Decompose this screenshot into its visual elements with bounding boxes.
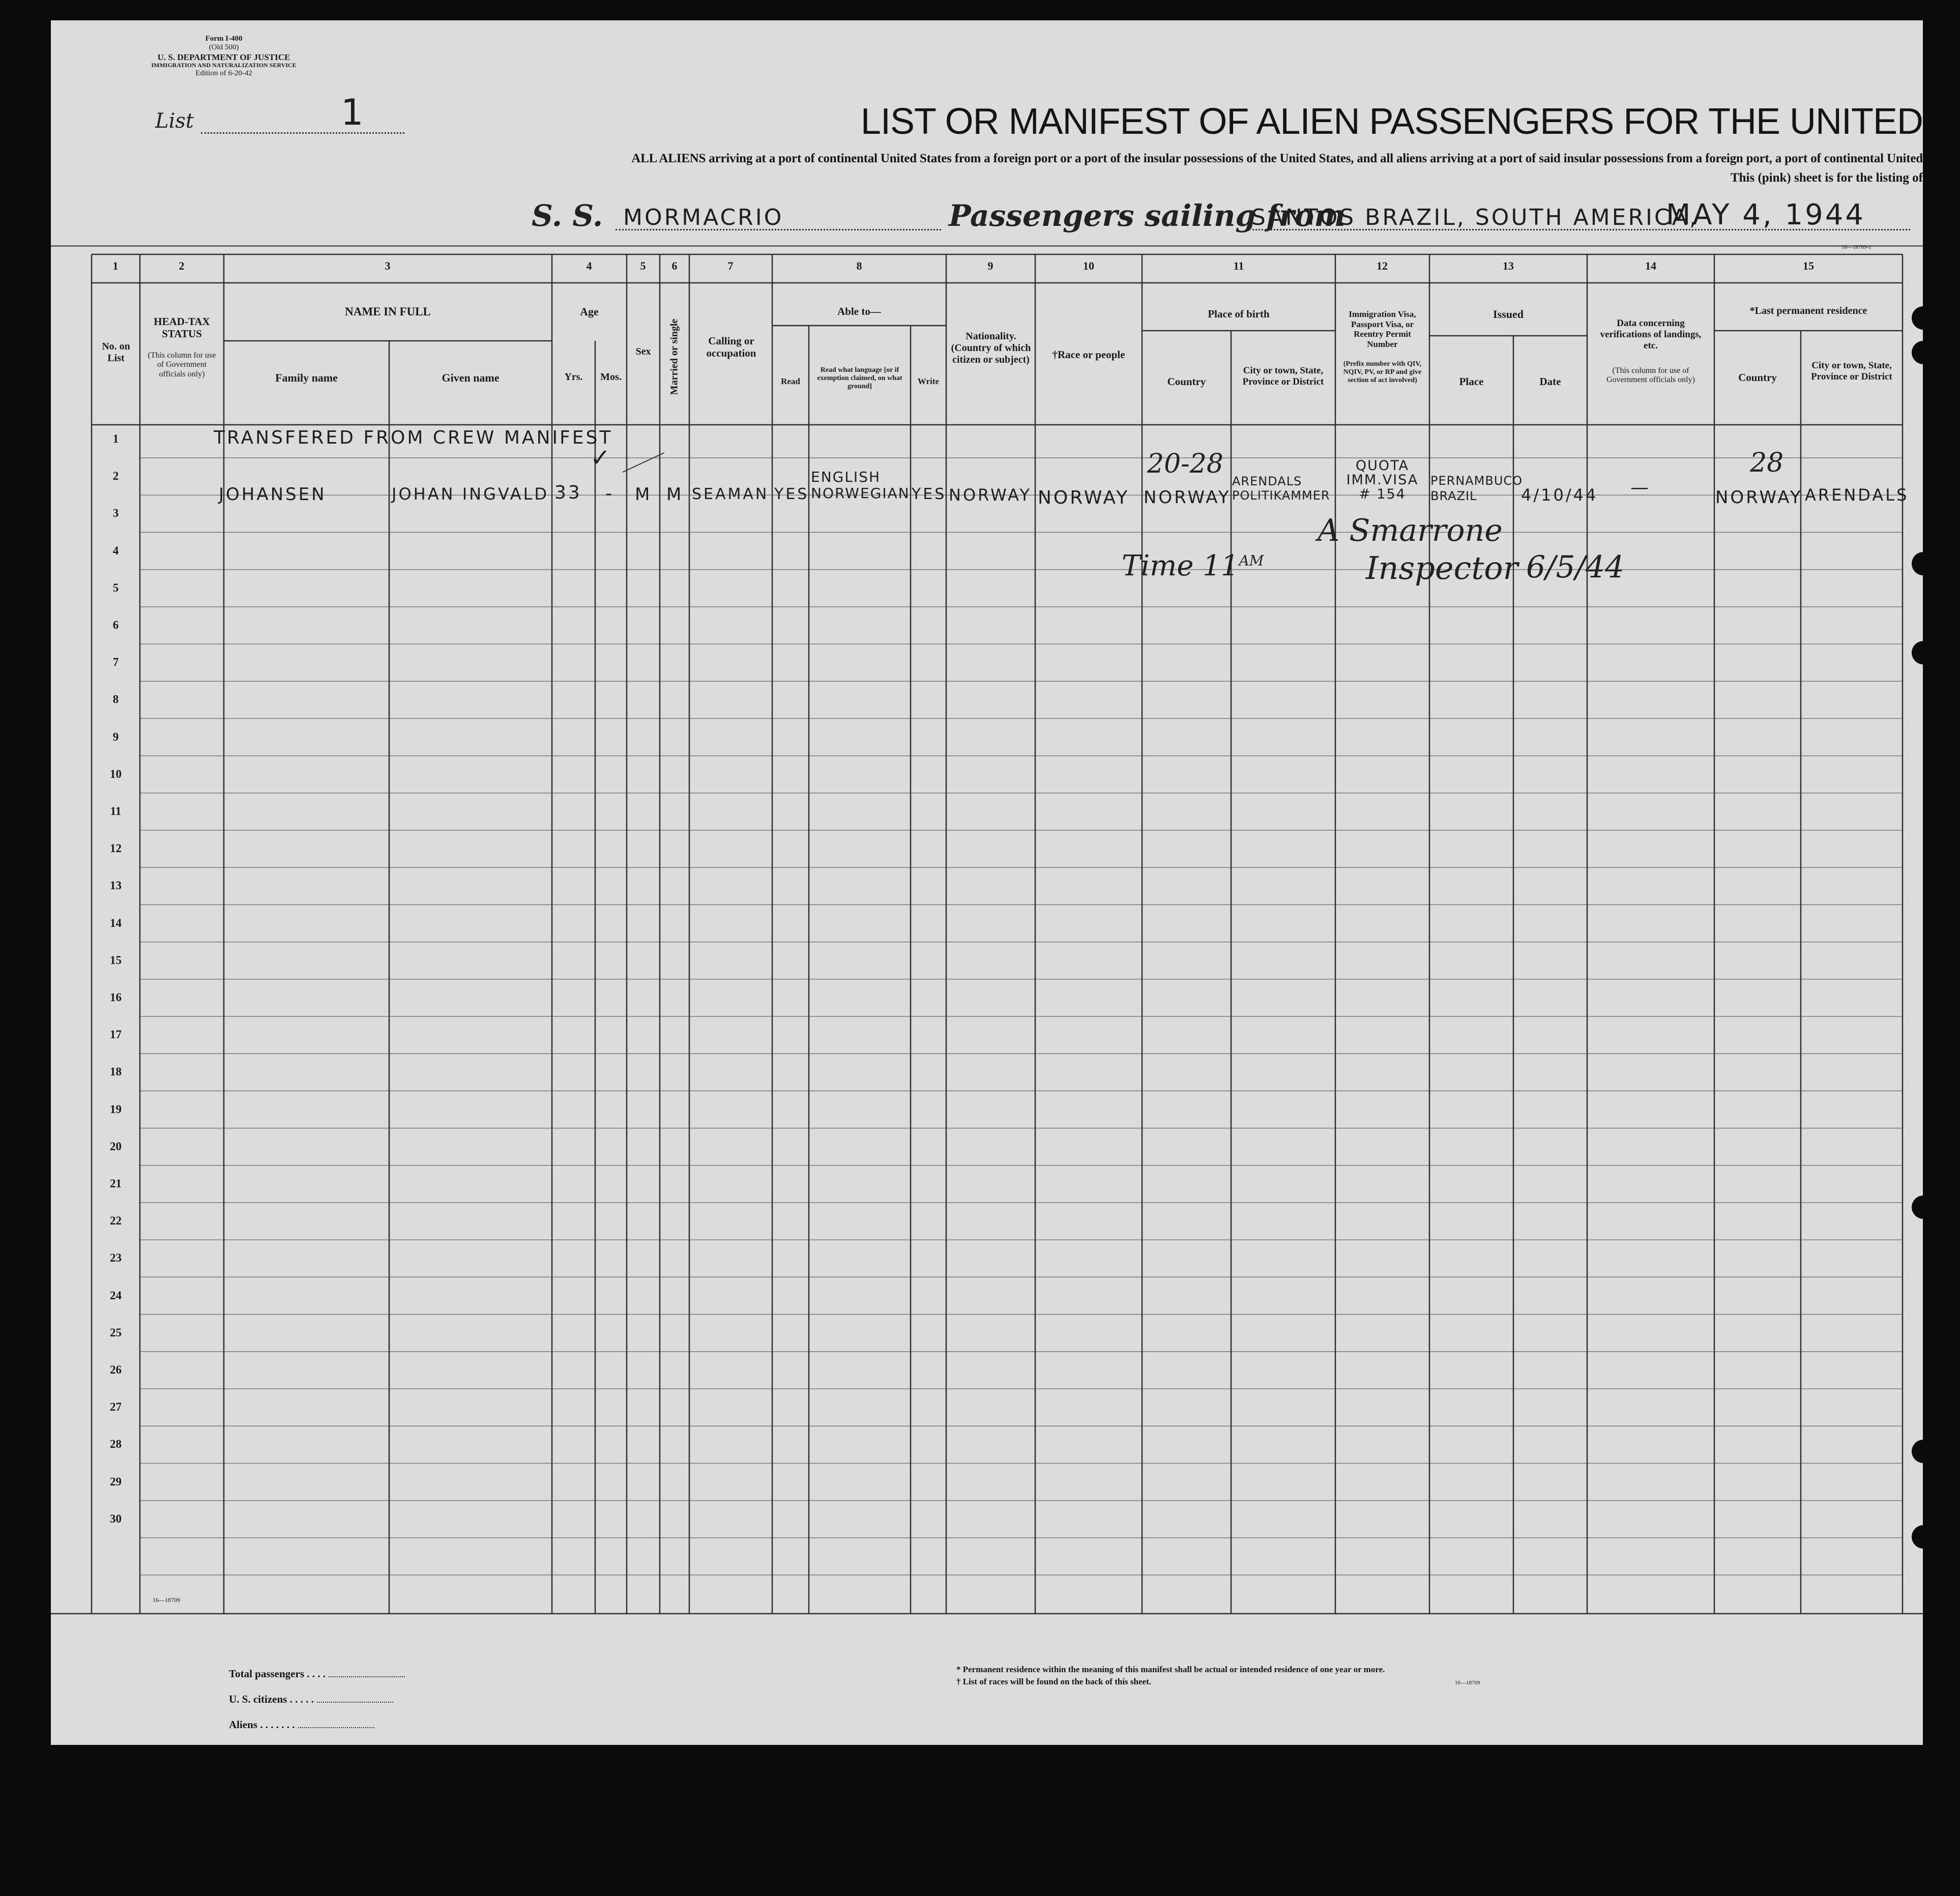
entry-read: YES bbox=[774, 485, 809, 503]
entry-issued-date: 4/10/44 bbox=[1521, 485, 1598, 505]
column-number: 6 bbox=[671, 259, 678, 272]
manifest-sheet bbox=[51, 20, 1923, 1745]
header-data-note: (This column for use of Government officials only) bbox=[1606, 366, 1695, 385]
header-write: Write bbox=[917, 376, 940, 386]
row-number: 14 bbox=[110, 916, 122, 929]
entry-nationality: NORWAY bbox=[949, 485, 1032, 505]
header-married: Married or single bbox=[668, 318, 680, 395]
intro-line: ALL ALIENS arriving at a port of continental United States from a foreign port or a port of the insular possessions of the United States, and all aliens arriving at a port of said insular possessions from a foreign port, a port of continental United bbox=[631, 152, 1923, 165]
header-name-in-full: NAME IN FULL bbox=[345, 305, 431, 318]
bottom-code: 16—18709 bbox=[153, 1596, 180, 1603]
column-number: 14 bbox=[1645, 259, 1656, 272]
entry-birth-city: ARENDALS POLITIKAMMER bbox=[1232, 474, 1330, 503]
punch-hole bbox=[1912, 552, 1935, 575]
punch-hole bbox=[1912, 1195, 1935, 1219]
row-number: 4 bbox=[112, 544, 119, 557]
header-issued-place: Place bbox=[1459, 375, 1484, 388]
entry-occupation: SEAMAN bbox=[692, 485, 769, 503]
header-birth-country: Country bbox=[1167, 375, 1206, 388]
row-number: 10 bbox=[110, 767, 122, 780]
header-race: †Race or people bbox=[1052, 348, 1125, 361]
header-residence-city: City or town, State, Province or District bbox=[1811, 360, 1892, 382]
inspection-date: 6/5/44 bbox=[1526, 549, 1625, 585]
row-number: 13 bbox=[110, 879, 122, 892]
ship-prefix: S. S. bbox=[532, 198, 603, 233]
header-age: Age bbox=[580, 305, 599, 318]
row-number: 22 bbox=[110, 1214, 122, 1228]
row-number: 18 bbox=[110, 1065, 122, 1078]
entry-residence-country: NORWAY bbox=[1715, 487, 1803, 508]
header-read-language: Read what language [or if exemption claimed, on what ground] bbox=[817, 366, 902, 391]
entry-language: ENGLISH NORWEGIAN bbox=[811, 469, 910, 502]
column-number: 2 bbox=[179, 259, 185, 272]
column-number: 15 bbox=[1803, 259, 1814, 272]
header-birth-city: City or town, State, Province or District bbox=[1242, 365, 1324, 387]
totals-block bbox=[229, 1661, 534, 1737]
header-given-name: Given name bbox=[442, 371, 500, 384]
entry-married: M bbox=[666, 484, 684, 505]
header-head-tax: HEAD-TAX STATUS bbox=[154, 315, 210, 340]
header-calling: Calling or occupation bbox=[706, 335, 756, 360]
header-no-on-list: No. on List bbox=[102, 341, 130, 364]
row-number: 27 bbox=[110, 1401, 122, 1414]
totals-aliens-row bbox=[229, 1712, 534, 1737]
row-number: 5 bbox=[112, 581, 119, 594]
entry-age-mos: - bbox=[605, 483, 614, 504]
punch-hole bbox=[1912, 341, 1935, 364]
manifest-table bbox=[51, 20, 1923, 1745]
row-number: 9 bbox=[112, 730, 119, 743]
inspector-signature: A Smarrone bbox=[1318, 513, 1503, 548]
footnote-code: 16—18709 bbox=[1455, 1680, 1480, 1686]
header-last-residence: *Last permanent residence bbox=[1749, 305, 1867, 316]
totals-aliens-label: Aliens . . . . . . . bbox=[229, 1718, 295, 1731]
entry-issued-place: PERNAMBUCO BRAZIL bbox=[1430, 474, 1523, 503]
row-number: 20 bbox=[110, 1140, 122, 1153]
column-number: 4 bbox=[586, 259, 592, 272]
row-number: 24 bbox=[110, 1289, 122, 1302]
row-number: 1 bbox=[112, 432, 119, 445]
column-number: 10 bbox=[1083, 259, 1094, 272]
entry-residence-city: ARENDALS bbox=[1805, 485, 1909, 505]
row-number: 23 bbox=[110, 1251, 122, 1265]
header-nationality: Nationality. (Country of which citizen or subject) bbox=[951, 331, 1031, 365]
row-number: 2 bbox=[112, 470, 119, 483]
header-residence-country: Country bbox=[1738, 371, 1777, 384]
header-place-of-birth: Place of birth bbox=[1208, 308, 1270, 320]
row-number: 8 bbox=[112, 693, 119, 706]
entry-visa: QUOTA IMM.VISA # 154 bbox=[1346, 458, 1419, 502]
column-number: 1 bbox=[112, 259, 119, 272]
punch-hole bbox=[1912, 641, 1935, 664]
row-number: 15 bbox=[110, 953, 122, 967]
time-am: AM bbox=[1239, 552, 1264, 569]
header-data-concerning: Data concerning verifications of landings, etc. bbox=[1600, 318, 1702, 351]
ship-name: MORMACRIO bbox=[623, 205, 784, 230]
entry-race: NORWAY bbox=[1038, 487, 1130, 508]
row-number: 21 bbox=[110, 1177, 122, 1190]
header-age-mos: Mos. bbox=[600, 371, 622, 383]
header-read: Read bbox=[781, 376, 800, 386]
totals-total-label: Total passengers . . . . bbox=[229, 1668, 326, 1680]
totals-citizens-label: U. S. citizens . . . . . bbox=[229, 1693, 314, 1705]
row-number: 30 bbox=[110, 1512, 122, 1525]
header-visa: Immigration Visa, Passport Visa, or Reentry Permit Number bbox=[1349, 309, 1416, 349]
time-text: Time 11 bbox=[1122, 549, 1239, 582]
column-number: 7 bbox=[727, 259, 734, 272]
punch-hole bbox=[1912, 306, 1935, 330]
punch-hole bbox=[1912, 1440, 1935, 1463]
row-number: 29 bbox=[110, 1475, 122, 1488]
form-old-number: (Old 500) bbox=[209, 43, 239, 52]
entry-family-name: JOHANSEN bbox=[219, 484, 327, 505]
entry-residence-code: 28 bbox=[1750, 448, 1784, 478]
list-label: List bbox=[155, 109, 194, 133]
service-name: IMMIGRATION AND NATURALIZATION SERVICE bbox=[151, 62, 297, 69]
entry-write: YES bbox=[912, 485, 947, 503]
pink-sheet-note: This (pink) sheet is for the listing of bbox=[1730, 171, 1923, 185]
sailing-date: MAY 4, 1944 bbox=[1666, 198, 1866, 231]
row-number: 19 bbox=[110, 1102, 122, 1116]
row-number: 7 bbox=[112, 656, 119, 669]
column-number: 13 bbox=[1503, 259, 1514, 272]
list-number: 1 bbox=[341, 92, 366, 133]
page-title: LIST OR MANIFEST OF ALIEN PASSENGERS FOR THE UNITED bbox=[860, 101, 1923, 142]
header-head-tax-note: (This column for use of Government officials only) bbox=[148, 351, 216, 378]
entry-sex: M bbox=[635, 484, 652, 505]
department-name: U. S. DEPARTMENT OF JUSTICE bbox=[157, 52, 290, 62]
row-number: 28 bbox=[110, 1438, 122, 1451]
sailing-label: Passengers sailing from bbox=[949, 198, 1345, 233]
row-number: 26 bbox=[110, 1363, 122, 1376]
entry-birth-country: NORWAY bbox=[1144, 487, 1231, 508]
row-number: 3 bbox=[112, 507, 119, 520]
row-number: 17 bbox=[110, 1028, 122, 1041]
row-number: 11 bbox=[110, 805, 122, 818]
column-number: 11 bbox=[1233, 259, 1244, 272]
column-number: 3 bbox=[385, 259, 391, 272]
entry-given-name: JOHAN INGVALD bbox=[392, 484, 549, 504]
time-note bbox=[1122, 549, 1264, 582]
footnote-races: † List of races will be found on the back of this sheet. bbox=[956, 1677, 1151, 1686]
totals-citizens-row bbox=[229, 1686, 534, 1712]
edition-date: Edition of 6-20-42 bbox=[195, 69, 252, 77]
header-sex: Sex bbox=[635, 346, 651, 357]
column-number: 8 bbox=[856, 259, 862, 272]
entry-birth-code: 20-28 bbox=[1147, 449, 1223, 479]
header-age-yrs: Yrs. bbox=[564, 371, 583, 383]
column-number: 5 bbox=[640, 259, 646, 272]
entry-age-yrs: 33 bbox=[554, 482, 582, 503]
row-number: 25 bbox=[110, 1326, 122, 1339]
header-able-to: Able to— bbox=[837, 305, 881, 317]
column-number: 9 bbox=[987, 259, 993, 272]
totals-total-row bbox=[229, 1661, 534, 1686]
inspector-label: Inspector bbox=[1366, 549, 1518, 587]
punch-hole bbox=[1912, 1525, 1935, 1549]
transfer-note: TRANSFERED FROM CREW MANIFEST bbox=[214, 427, 613, 448]
corner-code: 16—18709-1 bbox=[1841, 244, 1871, 250]
entry-verification: — bbox=[1630, 477, 1651, 498]
sailing-from: SANTOS BRAZIL, SOUTH AMERICA, bbox=[1251, 205, 1699, 230]
form-number: Form I-400 bbox=[205, 35, 243, 43]
row-number: 12 bbox=[110, 842, 122, 855]
row-number: 16 bbox=[110, 991, 122, 1004]
header-visa-note: (Prefix number with QIV, NQIV, PV, or RP and give section of act involved) bbox=[1343, 360, 1422, 385]
row-number: 6 bbox=[112, 619, 119, 631]
header-family-name: Family name bbox=[275, 371, 338, 384]
header-issued: Issued bbox=[1493, 308, 1524, 320]
footnote-permanent: * Permanent residence within the meaning of this manifest shall be actual or intended residence of one year or more. bbox=[956, 1665, 1385, 1674]
column-number: 12 bbox=[1377, 259, 1388, 272]
header-issued-date: Date bbox=[1539, 375, 1561, 388]
check-mark: ✓ bbox=[590, 444, 613, 472]
